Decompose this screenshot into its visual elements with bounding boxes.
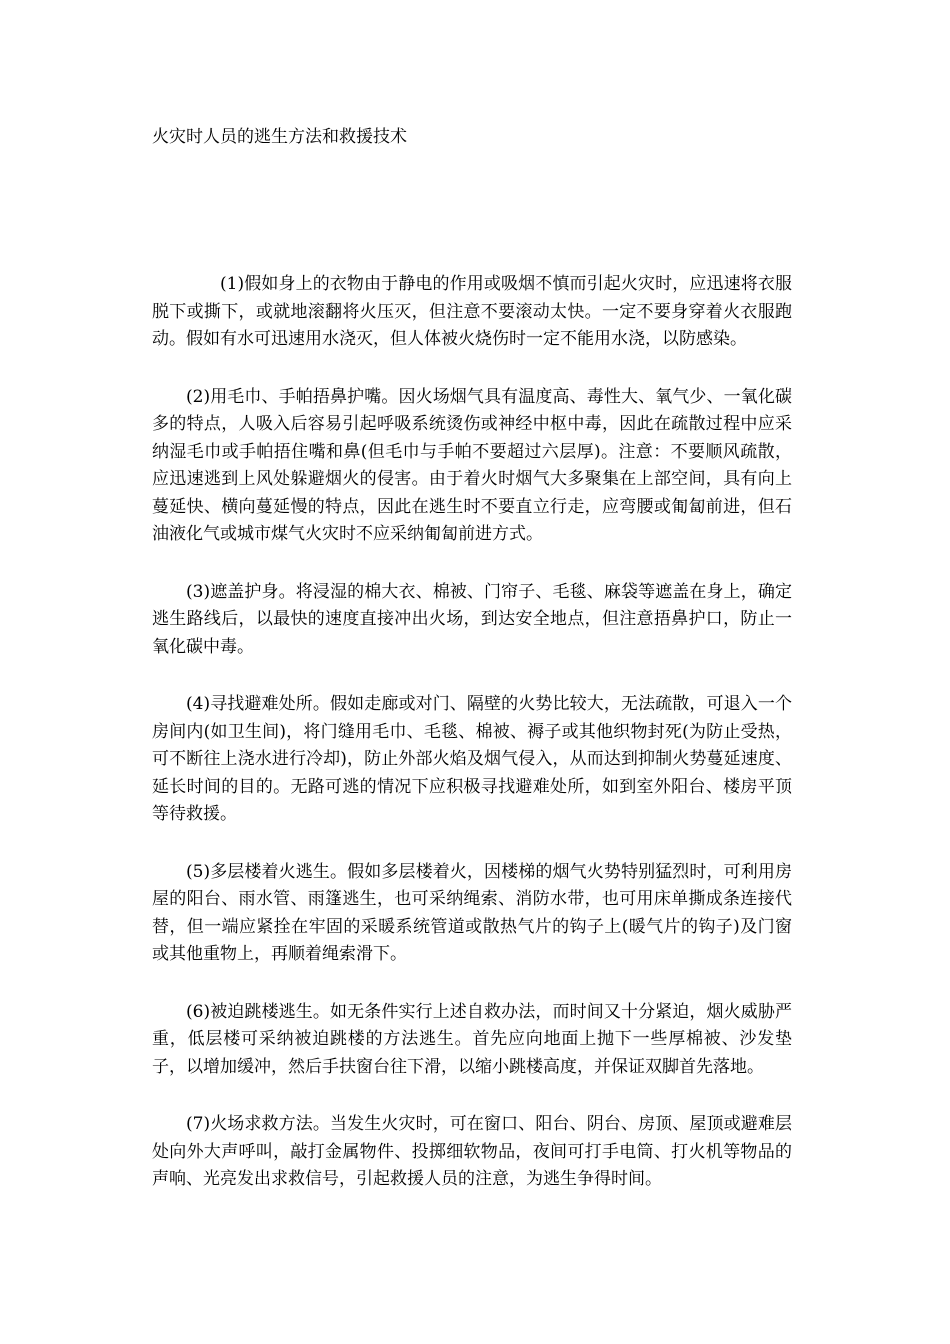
paragraph-4: (4)寻找避难处所。假如走廊或对门、隔壁的火势比较大，无法疏散，可退入一个房间内(如卫生间)，将门缝用毛巾、毛毯、棉被、褥子或其他织物封死(为防止受热，可不断往上浇水进行冷却)，防止外部火焰及烟气侵入，从而达到抑制火势蔓延速度、延长时间的目的。无路可逃的情况下应积极寻找避难处所，如到室外阳台、楼房平顶等待救援。 [152,694,792,824]
paragraph-2: (2)用毛巾、手帕捂鼻护嘴。因火场烟气具有温度高、毒性大、氧气少、一氧化碳多的特点，人吸入后容易引起呼吸系统烫伤或神经中枢中毒，因此在疏散过程中应采纳湿毛巾或手帕捂住嘴和鼻(但毛巾与手帕不要超过六层厚)。注意：不要顺风疏散，应迅速逃到上风处躲避烟火的侵害。由于着火时烟气大多聚集在上部空间，具有向上蔓延快、横向蔓延慢的特点，因此在逃生时不要直立行走，应弯腰或匍匐前进，但石油液化气或城市煤气火灾时不应采纳匍匐前进方式。 [152,386,792,544]
paragraph-5: (5)多层楼着火逃生。假如多层楼着火，因楼梯的烟气火势特别猛烈时，可利用房屋的阳台、雨水管、雨篷逃生，也可采纳绳索、消防水带，也可用床单撕成条连接代替，但一端应紧拴在牢固的采暖系统管道或散热气片的钩子上(暖气片的钩子)及门窗或其他重物上，再顺着绳索滑下。 [152,861,792,964]
paragraph-6: (6)被迫跳楼逃生。如无条件实行上述自救办法，而时间又十分紧迫，烟火威胁严重，低层楼可采纳被迫跳楼的方法逃生。首先应向地面上抛下一些厚棉被、沙发垫子，以增加缓冲，然后手扶窗台往下滑，以缩小跳楼高度，并保证双脚首先落地。 [152,1001,792,1077]
paragraph-7: (7)火场求救方法。当发生火灾时，可在窗口、阳台、阴台、房顶、屋顶或避难层处向外大声呼叫，敲打金属物件、投掷细软物品，夜间可打手电筒、打火机等物品的声响、光亮发出求救信号，引起救援人员的注意，为逃生争得时间。 [152,1114,792,1189]
document-body [152,271,792,1224]
paragraph-1: (1)假如身上的衣物由于静电的作用或吸烟不慎而引起火灾时，应迅速将衣服脱下或撕下，或就地滚翻将火压灭，但注意不要滚动太快。一定不要身穿着火衣服跑动。假如有水可迅速用水浇灭，但人体被火烧伤时一定不能用水浇，以防感染。 [152,274,792,349]
paragraph-3: (3)遮盖护身。将浸湿的棉大衣、棉被、门帘子、毛毯、麻袋等遮盖在身上，确定逃生路线后，以最快的速度直接冲出火场，到达安全地点，但注意捂鼻护口，防止一氧化碳中毒。 [152,581,792,657]
document-title: 火灾时人员的逃生方法和救援技术 [152,127,407,147]
